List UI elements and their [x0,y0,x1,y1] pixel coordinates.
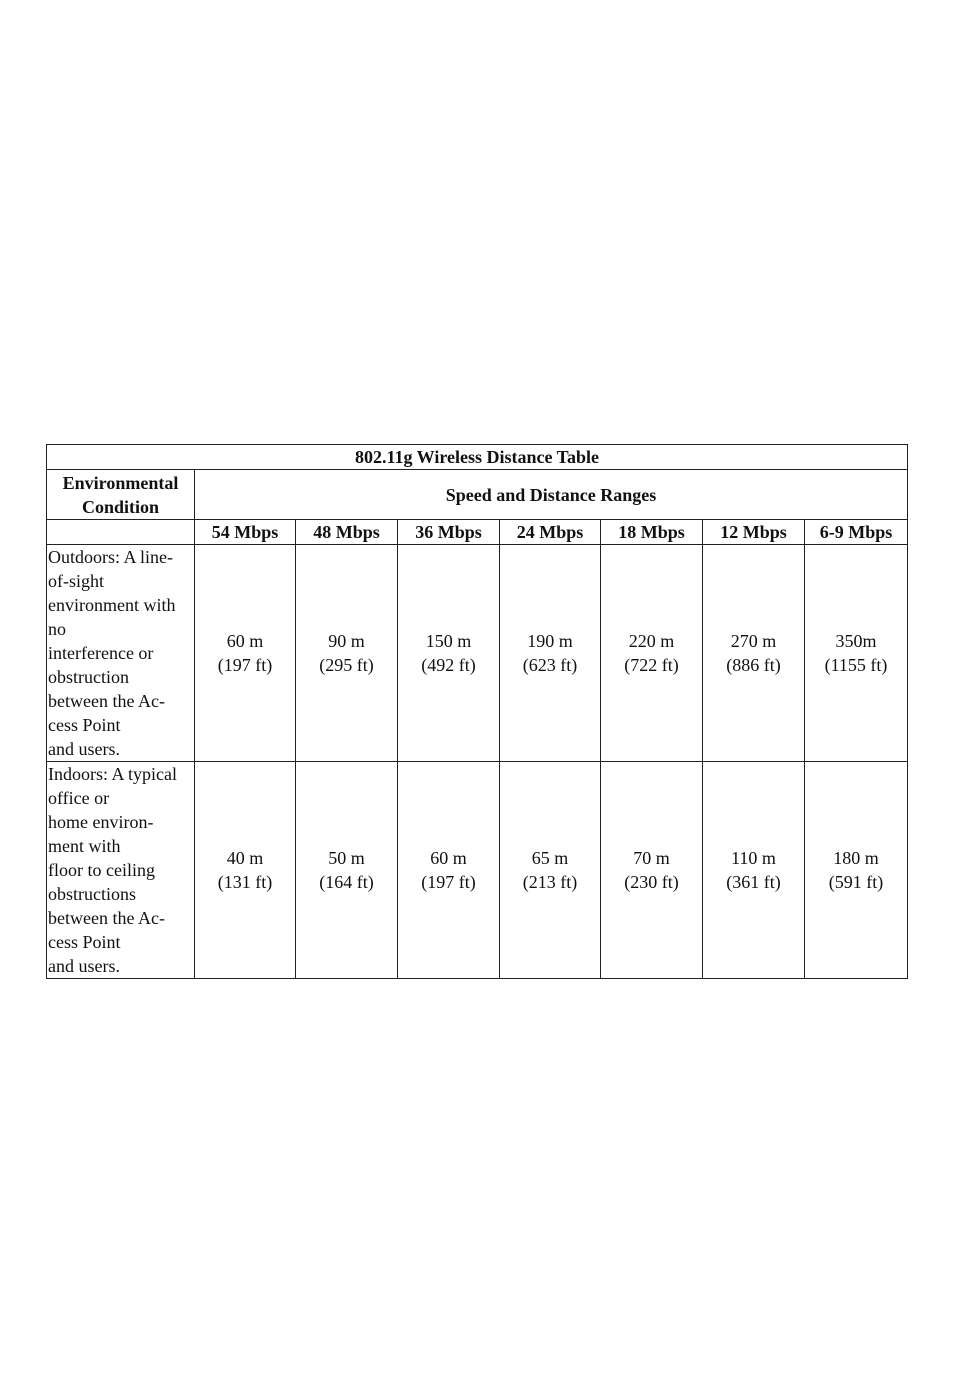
condition-line: of-sight [48,571,104,591]
value-cell [296,545,398,762]
value-meters: 180 m [833,848,879,868]
value-feet: (492 ft) [421,655,476,675]
speed-distance-header: Speed and Distance Ranges [195,470,908,520]
env-header-line-1: Environmental [62,472,179,493]
value-feet: (164 ft) [319,872,374,892]
value-meters: 110 m [731,848,776,868]
value-feet: (722 ft) [624,655,679,675]
condition-line: ment with [48,836,121,856]
speed-36: 36 Mbps [398,520,500,545]
table-row-indoors [47,762,908,979]
value-feet: (361 ft) [726,872,781,892]
value-cell [398,762,500,979]
value-meters: 70 m [633,848,670,868]
title-row [47,445,908,470]
condition-line: office or [48,788,110,808]
condition-line: environment with [48,595,176,615]
env-header-line-2: Condition [81,496,160,517]
value-feet: (197 ft) [421,872,476,892]
value-cell [500,545,601,762]
condition-line: between the Ac- [48,908,165,928]
distance-table [46,444,908,979]
condition-line: between the Ac- [48,691,165,711]
value-meters: 220 m [628,631,675,651]
value-cell [500,762,601,979]
condition-line: Outdoors: A line- [48,547,173,567]
condition-line: cess Point [48,715,121,735]
value-meters: 150 m [425,631,472,651]
value-meters: 60 m [430,848,467,868]
value-feet: (1155 ft) [824,655,888,675]
condition-line: cess Point [48,932,121,952]
speed-24: 24 Mbps [500,520,601,545]
value-cell [195,762,296,979]
value-feet: (197 ft) [217,655,273,675]
condition-line: floor to ceiling [48,860,155,880]
value-cell [805,762,908,979]
environmental-condition-header [47,470,195,520]
value-cell [601,545,703,762]
value-cell [703,545,805,762]
value-cell [398,545,500,762]
value-meters: 60 m [226,631,264,651]
value-feet: (131 ft) [217,872,273,892]
condition-line: obstruction [48,667,129,687]
condition-line: and users. [48,739,120,759]
table-title: 802.11g Wireless Distance Table [47,445,908,470]
condition-line: interference or [48,643,154,663]
value-feet: (623 ft) [522,655,578,675]
value-meters: 50 m [328,848,365,868]
condition-line: no [48,619,66,639]
value-meters: 65 m [531,848,569,868]
value-cell [703,762,805,979]
speed-row [47,520,908,545]
value-meters: 350m [835,631,877,651]
value-cell [195,545,296,762]
value-feet: (886 ft) [726,655,781,675]
condition-outdoors [47,545,195,762]
speed-54: 54 Mbps [195,520,296,545]
value-cell [296,762,398,979]
condition-line: home environ- [48,812,154,832]
table-row-outdoors [47,545,908,762]
value-feet: (230 ft) [624,872,679,892]
value-cell [601,762,703,979]
value-feet: (213 ft) [522,872,578,892]
speed-48: 48 Mbps [296,520,398,545]
speed-12: 12 Mbps [703,520,805,545]
blank-cell [47,520,195,545]
value-cell [805,545,908,762]
value-meters: 90 m [328,631,365,651]
value-meters: 270 m [730,631,777,651]
condition-indoors [47,762,195,979]
value-feet: (295 ft) [319,655,374,675]
speed-6-9: 6-9 Mbps [805,520,908,545]
condition-line: obstructions [48,884,136,904]
condition-line: and users. [48,956,120,976]
header-row [47,470,908,520]
speed-18: 18 Mbps [601,520,703,545]
value-meters: 190 m [527,631,573,651]
value-feet: (591 ft) [828,872,884,892]
value-meters: 40 m [226,848,264,868]
condition-line: Indoors: A typical [48,764,177,784]
